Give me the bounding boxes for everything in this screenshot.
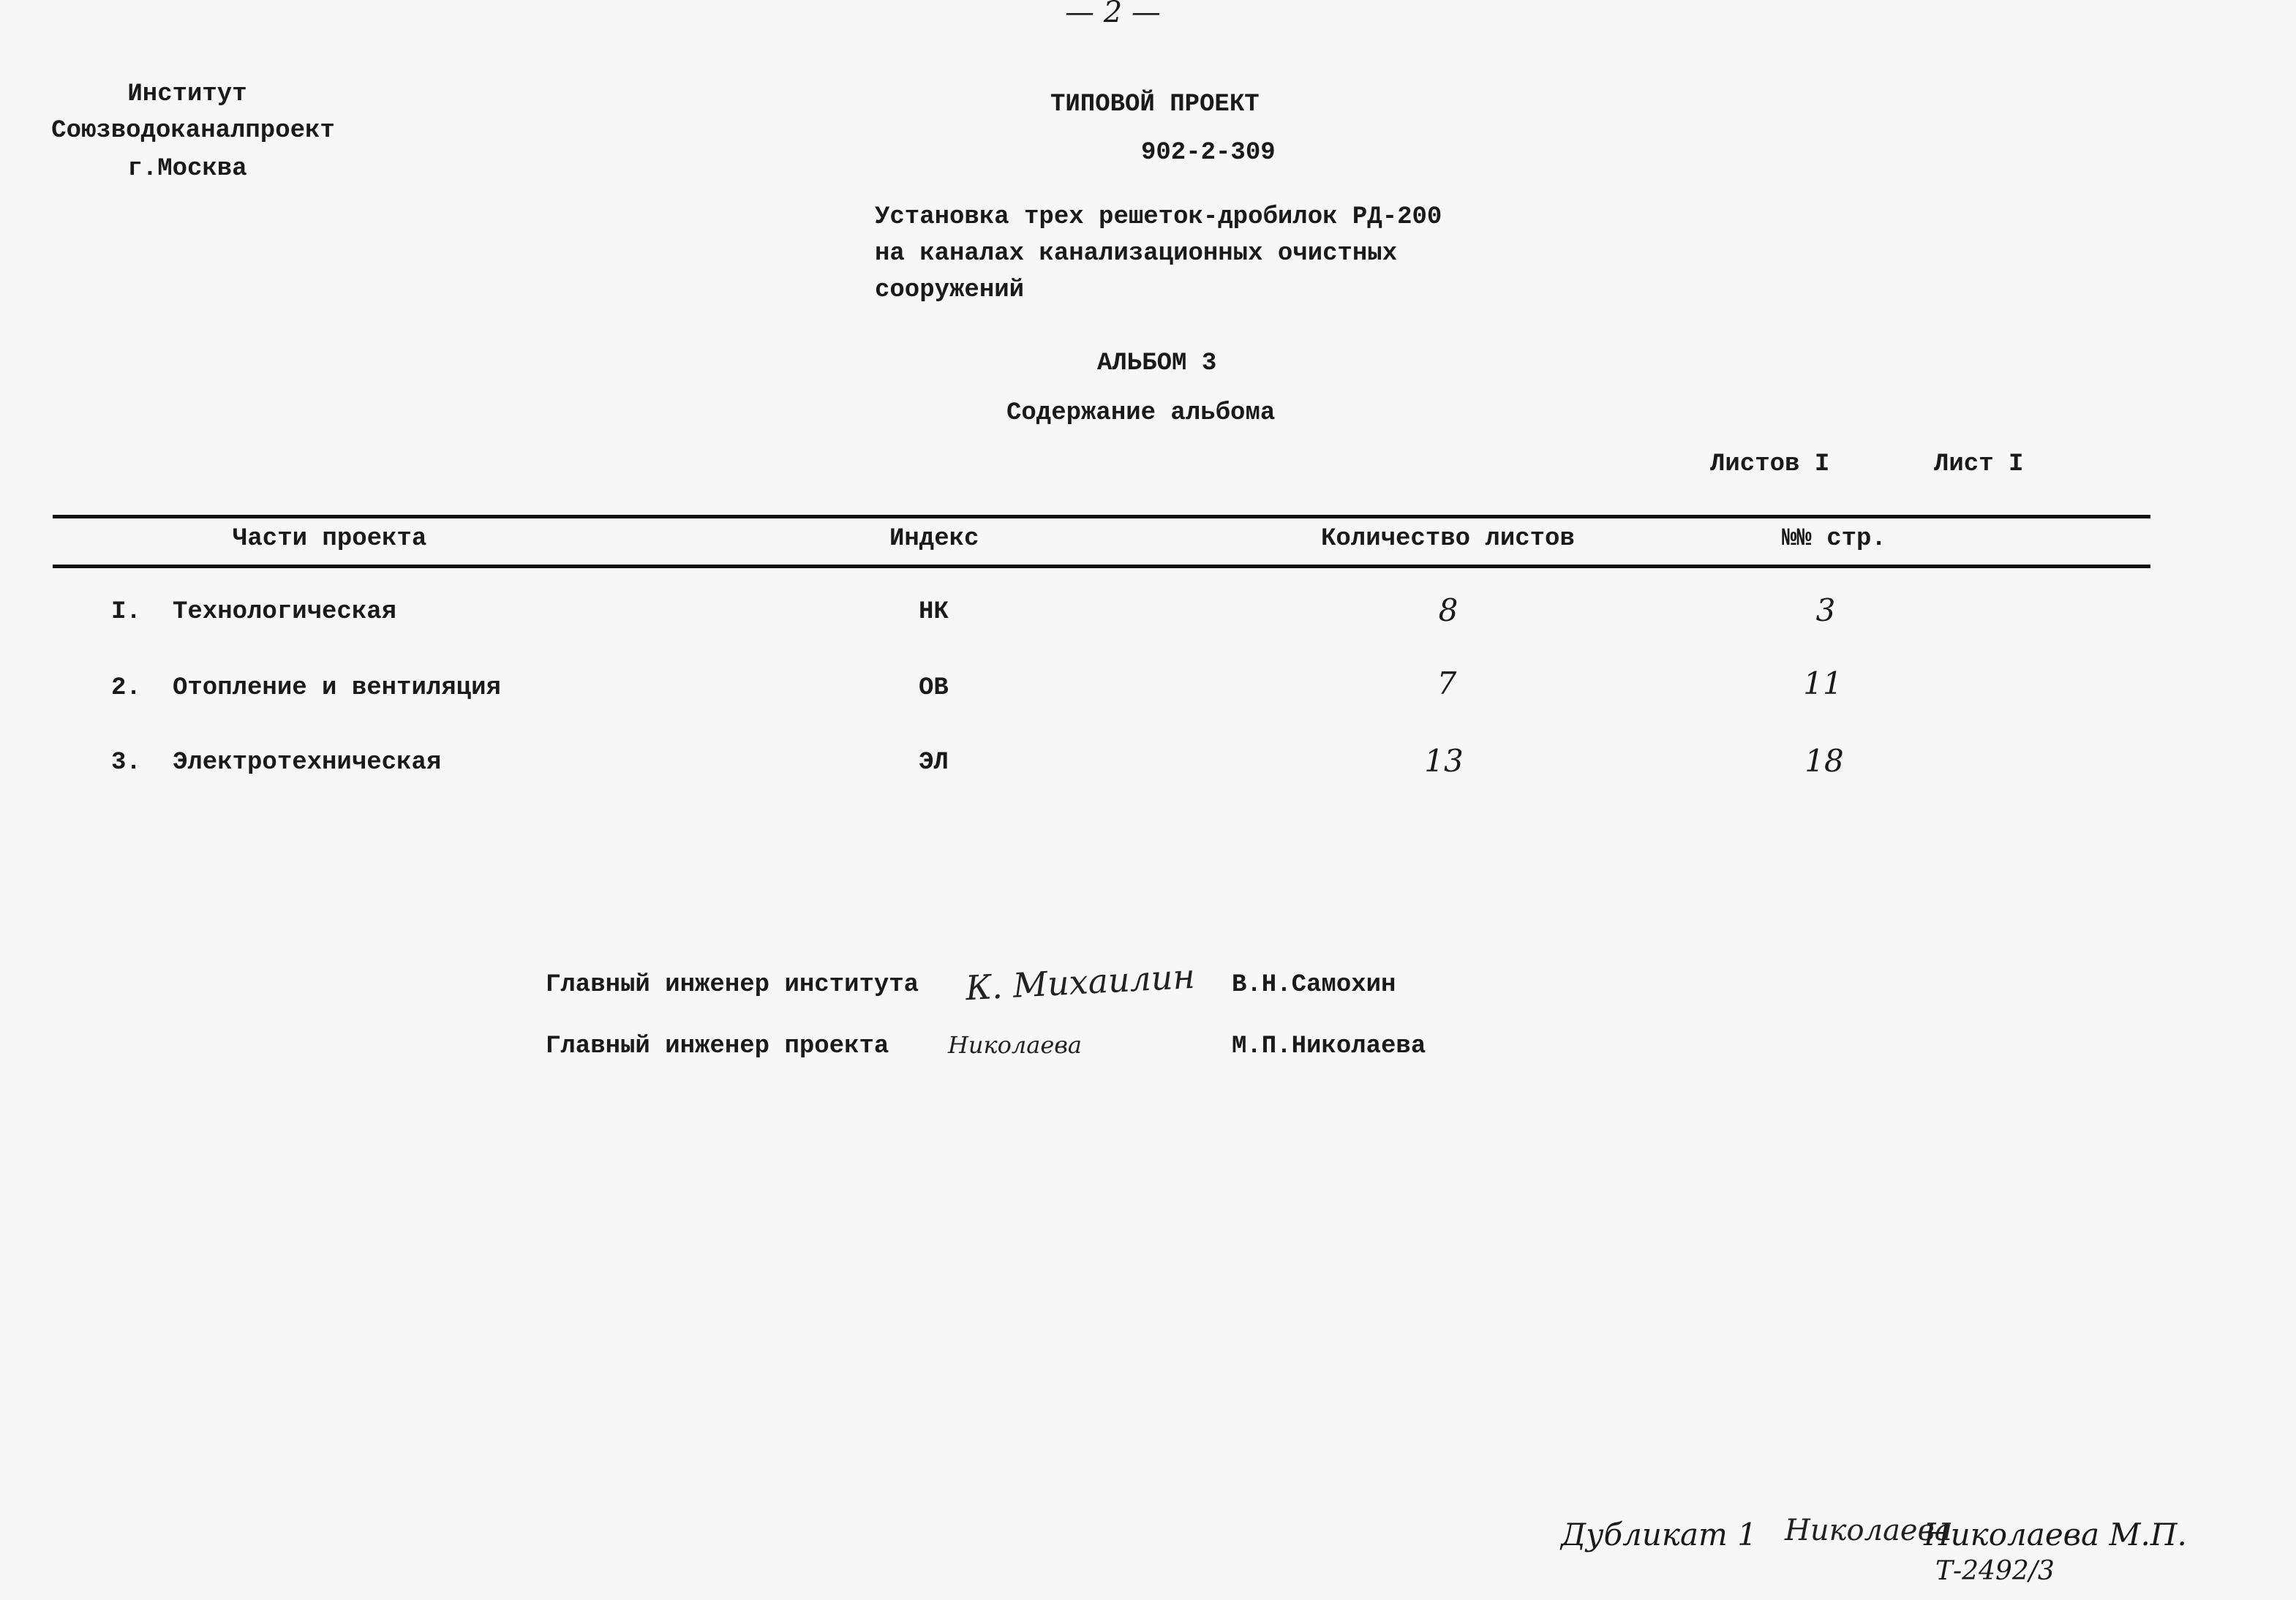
header-index: Индекс <box>889 525 979 553</box>
row-name: Отопление и вентиляция <box>173 674 501 702</box>
footer-code: Т-2492/3 <box>1935 1556 2055 1586</box>
project-title-line: сооружений <box>875 276 1025 304</box>
duplicate-label: Дубликат 1 <box>1561 1517 1757 1552</box>
contents-title: Содержание альбома <box>1006 399 1276 427</box>
chief-engineer-institute-signature: К. Михаилин <box>964 956 1196 1008</box>
sheet-number: Лист I <box>1934 450 2024 478</box>
footer-signature: Николаева <box>1785 1514 1952 1547</box>
row-sheets: 8 <box>1438 592 1458 628</box>
chief-engineer-project-role: Главный инженер проекта <box>546 1033 889 1060</box>
sheets-total: Листов I <box>1710 450 1830 478</box>
project-title-line: Установка трех решеток-дробилок РД-200 <box>875 203 1442 231</box>
project-type: ТИПОВОЙ ПРОЕКТ <box>1050 91 1260 118</box>
row-number: 2. <box>111 674 141 702</box>
row-sheets: 13 <box>1424 743 1464 779</box>
header-parts: Части проекта <box>233 525 427 553</box>
chief-engineer-project-name: М.П.Николаева <box>1232 1033 1426 1060</box>
footer-name: Николаева М.П. <box>1924 1517 2187 1552</box>
table-top-rule <box>53 515 2150 518</box>
row-number: I. <box>111 598 141 626</box>
chief-engineer-institute-name: В.Н.Самохин <box>1232 971 1396 999</box>
chief-engineer-project-signature: Николаева <box>948 1031 1082 1059</box>
page-number: — 2 — <box>1065 0 1161 29</box>
row-index: НК <box>919 598 949 626</box>
project-title-line: на каналах канализационных очистных <box>875 240 1398 268</box>
row-name: Технологическая <box>173 598 397 626</box>
header-pages: №№ стр. <box>1782 525 1886 553</box>
chief-engineer-institute-role: Главный инженер института <box>546 971 919 999</box>
institute-city: г.Москва <box>127 155 247 183</box>
institute-name: Союзводоканалпроект <box>51 117 335 145</box>
row-page: 18 <box>1804 743 1844 779</box>
row-number: 3. <box>111 749 141 777</box>
row-sheets: 7 <box>1437 665 1457 701</box>
row-page: 3 <box>1815 592 1836 628</box>
table-header-rule <box>53 565 2150 568</box>
row-index: ЭЛ <box>919 749 949 777</box>
row-index: ОВ <box>919 674 949 702</box>
album-title: АЛЬБОМ 3 <box>1097 350 1217 377</box>
row-name: Электротехническая <box>173 749 442 777</box>
row-page: 11 <box>1803 665 1843 701</box>
header-sheet-count: Количество листов <box>1321 525 1575 553</box>
institute-label: Институт <box>127 80 247 108</box>
project-number: 902-2-309 <box>1141 139 1276 167</box>
